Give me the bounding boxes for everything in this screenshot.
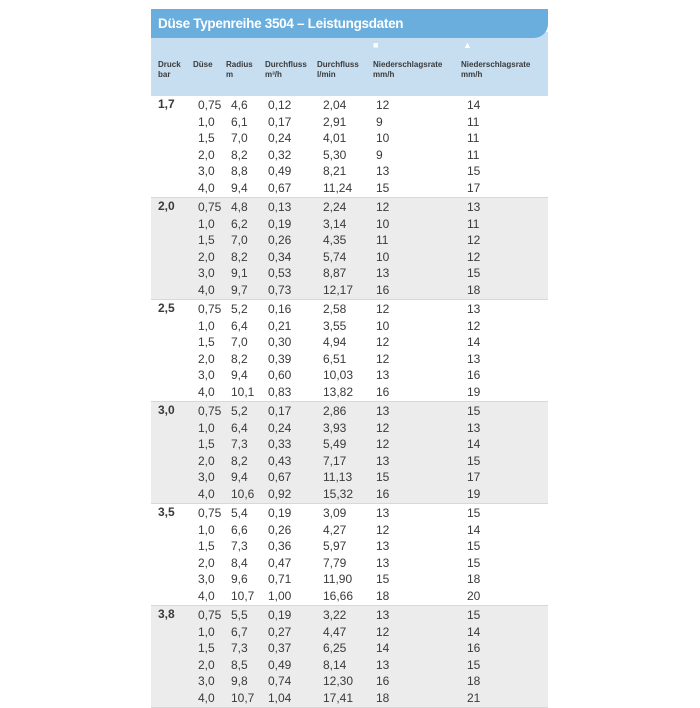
durchfluss-lmin-cell: 3,14 (323, 216, 347, 231)
table-row (151, 588, 548, 605)
niederschlag-triangle-cell: 18 (467, 572, 481, 586)
radius-cell: 6,4 (231, 318, 248, 333)
niederschlag-triangle-cell: 13 (467, 420, 481, 435)
table-row (151, 163, 548, 180)
niederschlag-triangle-cell: 15 (467, 404, 481, 418)
pressure-group-2-0 (151, 198, 548, 300)
duese-cell: 1,5 (198, 233, 215, 247)
durchfluss-m3h-cell: 0,47 (268, 555, 292, 570)
durchfluss-m3h-cell: 0,30 (268, 335, 292, 349)
duese-cell: 2,0 (198, 555, 215, 570)
radius-cell: 9,7 (231, 282, 248, 297)
radius-cell: 6,4 (231, 420, 248, 435)
druck-value: 2,0 (158, 199, 175, 213)
durchfluss-lmin-cell: 3,09 (323, 506, 347, 520)
duese-cell: 0,75 (198, 98, 222, 112)
duese-cell: 0,75 (198, 506, 222, 520)
durchfluss-lmin-cell: 2,04 (323, 98, 347, 112)
radius-cell: 6,7 (231, 624, 248, 639)
column-header-durchfluss-m3h: Durchfluss m³/h (265, 60, 307, 79)
durchfluss-m3h-cell: 0,17 (268, 114, 292, 129)
duese-cell: 1,5 (198, 539, 215, 553)
duese-cell: 3,0 (198, 368, 215, 382)
niederschlag-square-cell: 13 (376, 453, 390, 468)
column-header-druck: Druck bar (158, 60, 181, 79)
durchfluss-m3h-cell: 1,04 (268, 690, 292, 705)
druck-value: 3,8 (158, 607, 175, 621)
table-row (151, 607, 548, 624)
column-header-niederschlagsrate-square: Niederschlagsrate mm/h (373, 60, 443, 79)
durchfluss-lmin-cell: 4,35 (323, 233, 347, 247)
table-row (151, 147, 548, 164)
durchfluss-m3h-cell: 0,71 (268, 572, 292, 586)
durchfluss-m3h-cell: 0,73 (268, 282, 292, 297)
durchfluss-lmin-cell: 4,01 (323, 131, 347, 145)
durchfluss-lmin-cell: 5,97 (323, 539, 347, 553)
table-row (151, 640, 548, 657)
niederschlag-triangle-cell: 11 (467, 114, 480, 129)
table-row (151, 420, 548, 437)
radius-cell: 8,2 (231, 351, 248, 366)
niederschlag-square-cell: 13 (376, 539, 390, 553)
durchfluss-m3h-cell: 0,83 (268, 384, 292, 399)
durchfluss-m3h-cell: 0,19 (268, 608, 292, 622)
table-row (151, 673, 548, 690)
table-row (151, 216, 548, 233)
niederschlag-square-cell: 10 (376, 216, 390, 231)
table-row (151, 486, 548, 503)
durchfluss-lmin-cell: 10,03 (323, 368, 354, 382)
niederschlag-square-cell: 12 (376, 437, 390, 451)
duese-cell: 1,0 (198, 216, 215, 231)
performance-data-sheet (151, 9, 548, 708)
niederschlag-square-cell: 12 (376, 98, 390, 112)
durchfluss-m3h-cell: 0,24 (268, 131, 292, 145)
radius-cell: 5,2 (231, 302, 248, 316)
table-row (151, 265, 548, 282)
niederschlag-triangle-cell: 15 (467, 453, 481, 468)
durchfluss-m3h-cell: 1,00 (268, 588, 292, 603)
niederschlag-triangle-cell: 13 (467, 351, 481, 366)
niederschlag-triangle-cell: 18 (467, 282, 481, 297)
niederschlag-square-cell: 15 (376, 470, 390, 484)
duese-cell: 2,0 (198, 147, 215, 162)
duese-cell: 0,75 (198, 200, 222, 214)
niederschlag-triangle-cell: 12 (467, 233, 481, 247)
niederschlag-triangle-cell: 14 (467, 335, 481, 349)
niederschlag-triangle-cell: 20 (467, 588, 481, 603)
radius-cell: 10,7 (231, 690, 255, 705)
duese-cell: 1,5 (198, 131, 215, 145)
niederschlag-square-cell: 12 (376, 351, 390, 366)
durchfluss-m3h-cell: 0,17 (268, 404, 292, 418)
niederschlag-triangle-cell: 15 (467, 266, 481, 280)
niederschlag-triangle-cell: 13 (467, 200, 481, 214)
duese-cell: 3,0 (198, 266, 215, 280)
table-row (151, 571, 548, 588)
niederschlag-square-cell: 12 (376, 420, 390, 435)
table-row (151, 249, 548, 266)
radius-cell: 7,3 (231, 641, 248, 655)
niederschlag-square-cell: 15 (376, 180, 390, 195)
durchfluss-lmin-cell: 5,74 (323, 249, 347, 264)
niederschlag-square-cell: 9 (376, 114, 383, 129)
table-row (151, 657, 548, 674)
column-header-radius: Radius m (226, 60, 253, 79)
durchfluss-m3h-cell: 0,34 (268, 249, 292, 264)
niederschlag-square-cell: 11 (376, 233, 389, 247)
radius-cell: 8,5 (231, 657, 248, 672)
table-row (151, 318, 548, 335)
duese-cell: 3,0 (198, 572, 215, 586)
table-row (151, 453, 548, 470)
durchfluss-m3h-cell: 0,49 (268, 657, 292, 672)
niederschlag-triangle-cell: 19 (467, 384, 481, 399)
durchfluss-m3h-cell: 0,36 (268, 539, 292, 553)
pressure-group-1-7 (151, 96, 548, 198)
table-row (151, 522, 548, 539)
druck-value: 2,5 (158, 301, 175, 315)
duese-cell: 2,0 (198, 351, 215, 366)
durchfluss-m3h-cell: 0,21 (268, 318, 292, 333)
niederschlag-triangle-cell: 16 (467, 368, 481, 382)
durchfluss-lmin-cell: 7,79 (323, 555, 347, 570)
durchfluss-m3h-cell: 0,16 (268, 302, 292, 316)
niederschlag-square-cell: 18 (376, 588, 390, 603)
duese-cell: 2,0 (198, 249, 215, 264)
durchfluss-lmin-cell: 6,25 (323, 641, 347, 655)
durchfluss-m3h-cell: 0,67 (268, 180, 292, 195)
radius-cell: 10,7 (231, 588, 255, 603)
durchfluss-m3h-cell: 0,27 (268, 624, 292, 639)
niederschlag-square-cell: 18 (376, 690, 390, 705)
duese-cell: 3,0 (198, 164, 215, 178)
duese-cell: 2,0 (198, 453, 215, 468)
radius-cell: 9,1 (231, 266, 248, 280)
radius-cell: 6,6 (231, 522, 248, 537)
column-header-band (151, 32, 548, 96)
niederschlag-square-cell: 13 (376, 608, 390, 622)
niederschlag-square-cell: 16 (376, 486, 390, 501)
duese-cell: 1,0 (198, 114, 215, 129)
durchfluss-lmin-cell: 11,13 (323, 470, 353, 484)
durchfluss-lmin-cell: 7,17 (323, 453, 347, 468)
radius-cell: 8,2 (231, 147, 248, 162)
radius-cell: 9,8 (231, 674, 248, 688)
durchfluss-lmin-cell: 3,93 (323, 420, 347, 435)
niederschlag-square-cell: 13 (376, 368, 390, 382)
duese-cell: 0,75 (198, 404, 222, 418)
durchfluss-m3h-cell: 0,26 (268, 522, 292, 537)
niederschlag-triangle-cell: 17 (467, 470, 481, 484)
radius-cell: 7,0 (231, 335, 248, 349)
niederschlag-triangle-cell: 15 (467, 506, 481, 520)
durchfluss-m3h-cell: 0,32 (268, 147, 292, 162)
niederschlag-square-cell: 13 (376, 404, 390, 418)
duese-cell: 2,0 (198, 657, 215, 672)
radius-cell: 9,4 (231, 368, 248, 382)
durchfluss-lmin-cell: 16,66 (323, 588, 354, 603)
niederschlag-square-cell: 10 (376, 318, 390, 333)
niederschlag-triangle-cell: 21 (467, 690, 481, 705)
triangle-symbol-icon: ▲ (463, 40, 472, 50)
durchfluss-m3h-cell: 0,24 (268, 420, 292, 435)
duese-cell: 1,5 (198, 335, 215, 349)
table-row (151, 130, 548, 147)
niederschlag-triangle-cell: 16 (467, 641, 481, 655)
niederschlag-triangle-cell: 14 (467, 437, 481, 451)
table-title: Düse Typenreihe 3504 – Leistungsdaten (151, 9, 548, 38)
niederschlag-triangle-cell: 15 (467, 608, 481, 622)
durchfluss-m3h-cell: 0,60 (268, 368, 292, 382)
niederschlag-triangle-cell: 13 (467, 302, 481, 316)
durchfluss-lmin-cell: 5,49 (323, 437, 347, 451)
table-row (151, 384, 548, 401)
square-symbol-icon: ■ (373, 40, 379, 50)
table-row (151, 538, 548, 555)
table-row (151, 199, 548, 216)
durchfluss-lmin-cell: 8,14 (323, 657, 347, 672)
duese-cell: 0,75 (198, 608, 222, 622)
table-row (151, 180, 548, 197)
duese-cell: 1,0 (198, 624, 215, 639)
table-row (151, 97, 548, 114)
durchfluss-lmin-cell: 3,22 (323, 608, 347, 622)
radius-cell: 5,2 (231, 404, 248, 418)
niederschlag-triangle-cell: 12 (467, 318, 481, 333)
durchfluss-lmin-cell: 11,90 (323, 572, 353, 586)
niederschlag-triangle-cell: 12 (467, 249, 481, 264)
durchfluss-lmin-cell: 4,94 (323, 335, 347, 349)
durchfluss-lmin-cell: 15,32 (323, 486, 354, 501)
durchfluss-m3h-cell: 0,13 (268, 200, 292, 214)
niederschlag-square-cell: 10 (376, 249, 390, 264)
durchfluss-m3h-cell: 0,49 (268, 164, 292, 178)
niederschlag-square-cell: 10 (376, 131, 390, 145)
durchfluss-m3h-cell: 0,33 (268, 437, 292, 451)
durchfluss-lmin-cell: 2,58 (323, 302, 347, 316)
durchfluss-lmin-cell: 8,87 (323, 266, 347, 280)
niederschlag-triangle-cell: 15 (467, 539, 481, 553)
niederschlag-triangle-cell: 11 (467, 147, 480, 162)
niederschlag-triangle-cell: 18 (467, 674, 481, 688)
radius-cell: 7,3 (231, 437, 248, 451)
niederschlag-triangle-cell: 11 (467, 216, 480, 231)
niederschlag-square-cell: 16 (376, 384, 390, 399)
durchfluss-m3h-cell: 0,19 (268, 506, 292, 520)
duese-cell: 3,0 (198, 674, 215, 688)
druck-value: 3,0 (158, 403, 175, 417)
durchfluss-m3h-cell: 0,43 (268, 453, 292, 468)
radius-cell: 4,8 (231, 200, 248, 214)
table-row (151, 624, 548, 641)
radius-cell: 10,1 (231, 384, 255, 399)
pressure-group-3-5 (151, 504, 548, 606)
niederschlag-square-cell: 12 (376, 335, 390, 349)
durchfluss-m3h-cell: 0,37 (268, 641, 292, 655)
niederschlag-square-cell: 14 (376, 641, 390, 655)
durchfluss-m3h-cell: 0,39 (268, 351, 292, 366)
druck-value: 1,7 (158, 97, 175, 111)
table-row (151, 555, 548, 572)
table-row (151, 282, 548, 299)
duese-cell: 4,0 (198, 384, 215, 399)
radius-cell: 7,3 (231, 539, 248, 553)
table-row (151, 114, 548, 131)
niederschlag-square-cell: 9 (376, 147, 383, 162)
duese-cell: 4,0 (198, 282, 215, 297)
duese-cell: 1,5 (198, 641, 215, 655)
radius-cell: 5,5 (231, 608, 248, 622)
durchfluss-lmin-cell: 6,51 (323, 351, 347, 366)
duese-cell: 4,0 (198, 588, 215, 603)
duese-cell: 3,0 (198, 470, 215, 484)
column-header-durchfluss-lmin: Durchfluss l/min (317, 60, 359, 79)
durchfluss-m3h-cell: 0,53 (268, 266, 292, 280)
niederschlag-square-cell: 12 (376, 200, 390, 214)
radius-cell: 8,2 (231, 249, 248, 264)
durchfluss-lmin-cell: 2,91 (323, 114, 347, 129)
table-row (151, 403, 548, 420)
table-row (151, 436, 548, 453)
niederschlag-triangle-cell: 14 (467, 522, 481, 537)
radius-cell: 8,2 (231, 453, 248, 468)
table-row (151, 505, 548, 522)
niederschlag-triangle-cell: 11 (467, 131, 480, 145)
durchfluss-lmin-cell: 4,47 (323, 624, 347, 639)
radius-cell: 6,2 (231, 216, 248, 231)
niederschlag-square-cell: 13 (376, 555, 390, 570)
niederschlag-square-cell: 12 (376, 522, 390, 537)
pressure-group-3-0 (151, 402, 548, 504)
durchfluss-m3h-cell: 0,74 (268, 674, 292, 688)
pressure-group-2-5 (151, 300, 548, 402)
radius-cell: 6,1 (231, 114, 248, 129)
niederschlag-triangle-cell: 19 (467, 486, 481, 501)
column-header-niederschlagsrate-triangle: Niederschlagsrate mm/h (461, 60, 531, 79)
niederschlag-square-cell: 12 (376, 302, 390, 316)
radius-cell: 7,0 (231, 233, 248, 247)
niederschlag-triangle-cell: 15 (467, 164, 481, 178)
duese-cell: 4,0 (198, 690, 215, 705)
radius-cell: 4,6 (231, 98, 248, 112)
radius-cell: 9,4 (231, 180, 248, 195)
durchfluss-lmin-cell: 2,86 (323, 404, 347, 418)
durchfluss-m3h-cell: 0,12 (268, 98, 292, 112)
niederschlag-square-cell: 16 (376, 282, 390, 297)
radius-cell: 8,4 (231, 555, 248, 570)
niederschlag-square-cell: 13 (376, 657, 390, 672)
niederschlag-triangle-cell: 17 (467, 180, 481, 195)
durchfluss-lmin-cell: 12,30 (323, 674, 354, 688)
radius-cell: 7,0 (231, 131, 248, 145)
durchfluss-lmin-cell: 17,41 (323, 690, 354, 705)
niederschlag-triangle-cell: 14 (467, 98, 481, 112)
durchfluss-lmin-cell: 11,24 (323, 180, 353, 195)
durchfluss-lmin-cell: 13,82 (323, 384, 354, 399)
radius-cell: 9,4 (231, 470, 248, 484)
table-row (151, 232, 548, 249)
durchfluss-m3h-cell: 0,26 (268, 233, 292, 247)
radius-cell: 8,8 (231, 164, 248, 178)
durchfluss-lmin-cell: 5,30 (323, 147, 347, 162)
niederschlag-square-cell: 16 (376, 674, 390, 688)
duese-cell: 1,0 (198, 318, 215, 333)
niederschlag-square-cell: 13 (376, 266, 390, 280)
duese-cell: 0,75 (198, 302, 222, 316)
niederschlag-triangle-cell: 15 (467, 657, 481, 672)
radius-cell: 9,6 (231, 572, 248, 586)
niederschlag-square-cell: 13 (376, 164, 390, 178)
durchfluss-lmin-cell: 4,27 (323, 522, 347, 537)
durchfluss-lmin-cell: 12,17 (323, 282, 354, 297)
table-row (151, 351, 548, 368)
duese-cell: 1,0 (198, 522, 215, 537)
duese-cell: 1,5 (198, 437, 215, 451)
niederschlag-square-cell: 13 (376, 506, 390, 520)
druck-value: 3,5 (158, 505, 175, 519)
radius-cell: 5,4 (231, 506, 248, 520)
durchfluss-m3h-cell: 0,67 (268, 470, 292, 484)
radius-cell: 10,6 (231, 486, 255, 501)
table-row (151, 690, 548, 707)
table-row (151, 367, 548, 384)
niederschlag-triangle-cell: 14 (467, 624, 481, 639)
table-row (151, 469, 548, 486)
niederschlag-square-cell: 15 (376, 572, 390, 586)
niederschlag-triangle-cell: 15 (467, 555, 481, 570)
durchfluss-lmin-cell: 3,55 (323, 318, 347, 333)
duese-cell: 4,0 (198, 180, 215, 195)
niederschlag-square-cell: 12 (376, 624, 390, 639)
duese-cell: 1,0 (198, 420, 215, 435)
column-header-duese: Düse (193, 60, 213, 69)
pressure-group-3-8 (151, 606, 548, 708)
durchfluss-lmin-cell: 8,21 (323, 164, 347, 178)
table-row (151, 301, 548, 318)
durchfluss-m3h-cell: 0,92 (268, 486, 292, 501)
duese-cell: 4,0 (198, 486, 215, 501)
table-row (151, 334, 548, 351)
durchfluss-lmin-cell: 2,24 (323, 200, 347, 214)
durchfluss-m3h-cell: 0,19 (268, 216, 292, 231)
